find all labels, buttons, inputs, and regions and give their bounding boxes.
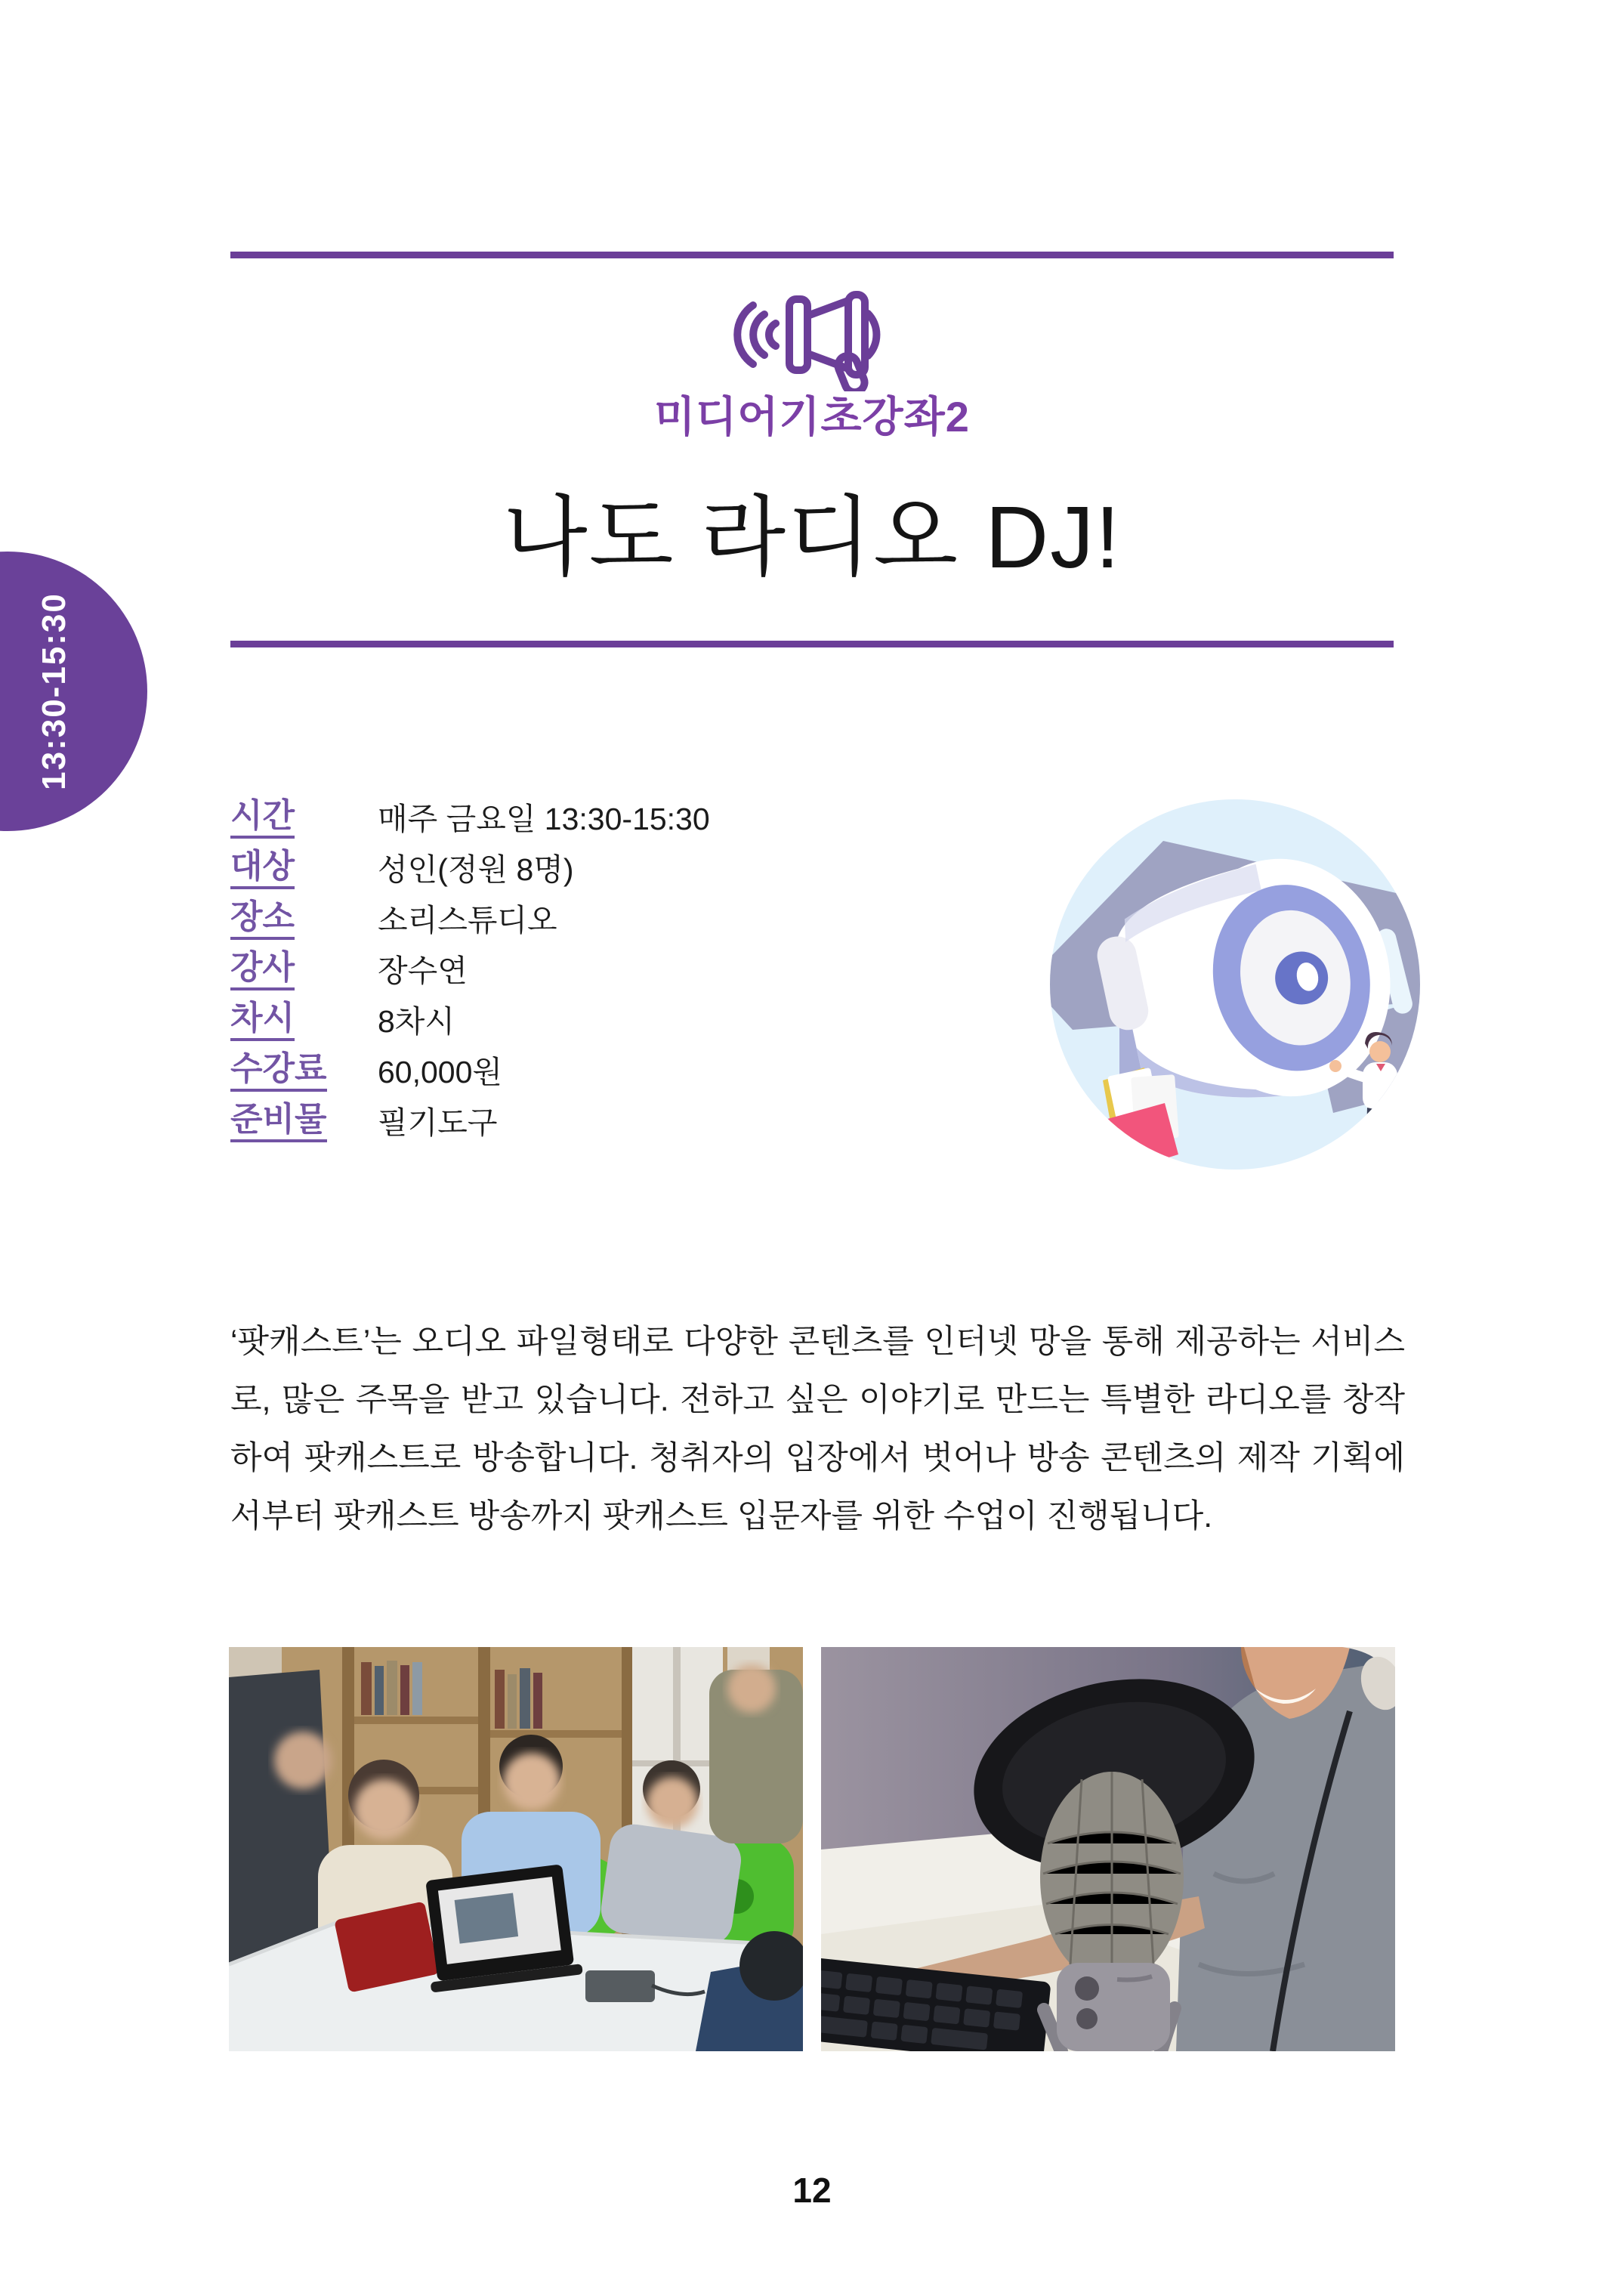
info-value: 매주 금요일 13:30-15:30 (378, 802, 710, 836)
podcast-photo (821, 1647, 1395, 2051)
info-label: 시간 (230, 799, 295, 839)
info-value: 8차시 (378, 1004, 455, 1039)
course-info-list (230, 799, 986, 1154)
classroom-photo (229, 1647, 803, 2051)
info-label: 차시 (230, 1002, 295, 1041)
page-title: 나도 라디오 DJ! (502, 488, 1122, 586)
info-label: 강사 (230, 951, 295, 990)
top-divider-rule (230, 252, 1394, 258)
info-row-instructor (230, 951, 986, 1002)
info-value: 60,000원 (378, 1055, 503, 1089)
info-value: 소리스튜디오 (378, 903, 557, 938)
title-divider-rule (230, 641, 1394, 647)
course-description: ‘팟캐스트’는 오디오 파일형태로 다양한 콘텐츠를 인터넷 망을 통해 제공하는 서비스로, 많은 주목을 받고 있습니다. 전하고 싶은 이야기로 만드는 특별한 라디오를 창작하여 팟캐스트로 방송합니다. 청취자의 입장에서 벗어나 방송 콘텐츠의 제작 기획에서부터 팟캐스트 방송까지 팟캐스트 입문자를 위한 수업이 진행됩니다. (230, 1324, 1405, 1534)
info-row-fee (230, 1052, 986, 1103)
info-row-sessions (230, 1002, 986, 1052)
info-value: 장수연 (378, 953, 468, 988)
info-label: 대상 (230, 850, 295, 889)
info-label: 준비물 (230, 1103, 327, 1142)
info-label: 장소 (230, 901, 295, 940)
megaphone-illustration (1050, 799, 1420, 1170)
time-tab-circle (0, 552, 147, 831)
category-label: 미디어기초강좌2 (654, 393, 970, 440)
info-value: 성인(정원 8명) (378, 852, 574, 887)
megaphone-icon (729, 278, 895, 391)
time-tab-label: 13:30-15:30 (36, 592, 73, 790)
info-row-place (230, 898, 986, 951)
info-value: 필기도구 (378, 1105, 498, 1140)
page-number: 12 (792, 2171, 832, 2210)
info-row-time (230, 799, 986, 850)
info-row-materials (230, 1103, 986, 1154)
info-label: 수강료 (230, 1052, 327, 1092)
info-row-target (230, 850, 986, 901)
